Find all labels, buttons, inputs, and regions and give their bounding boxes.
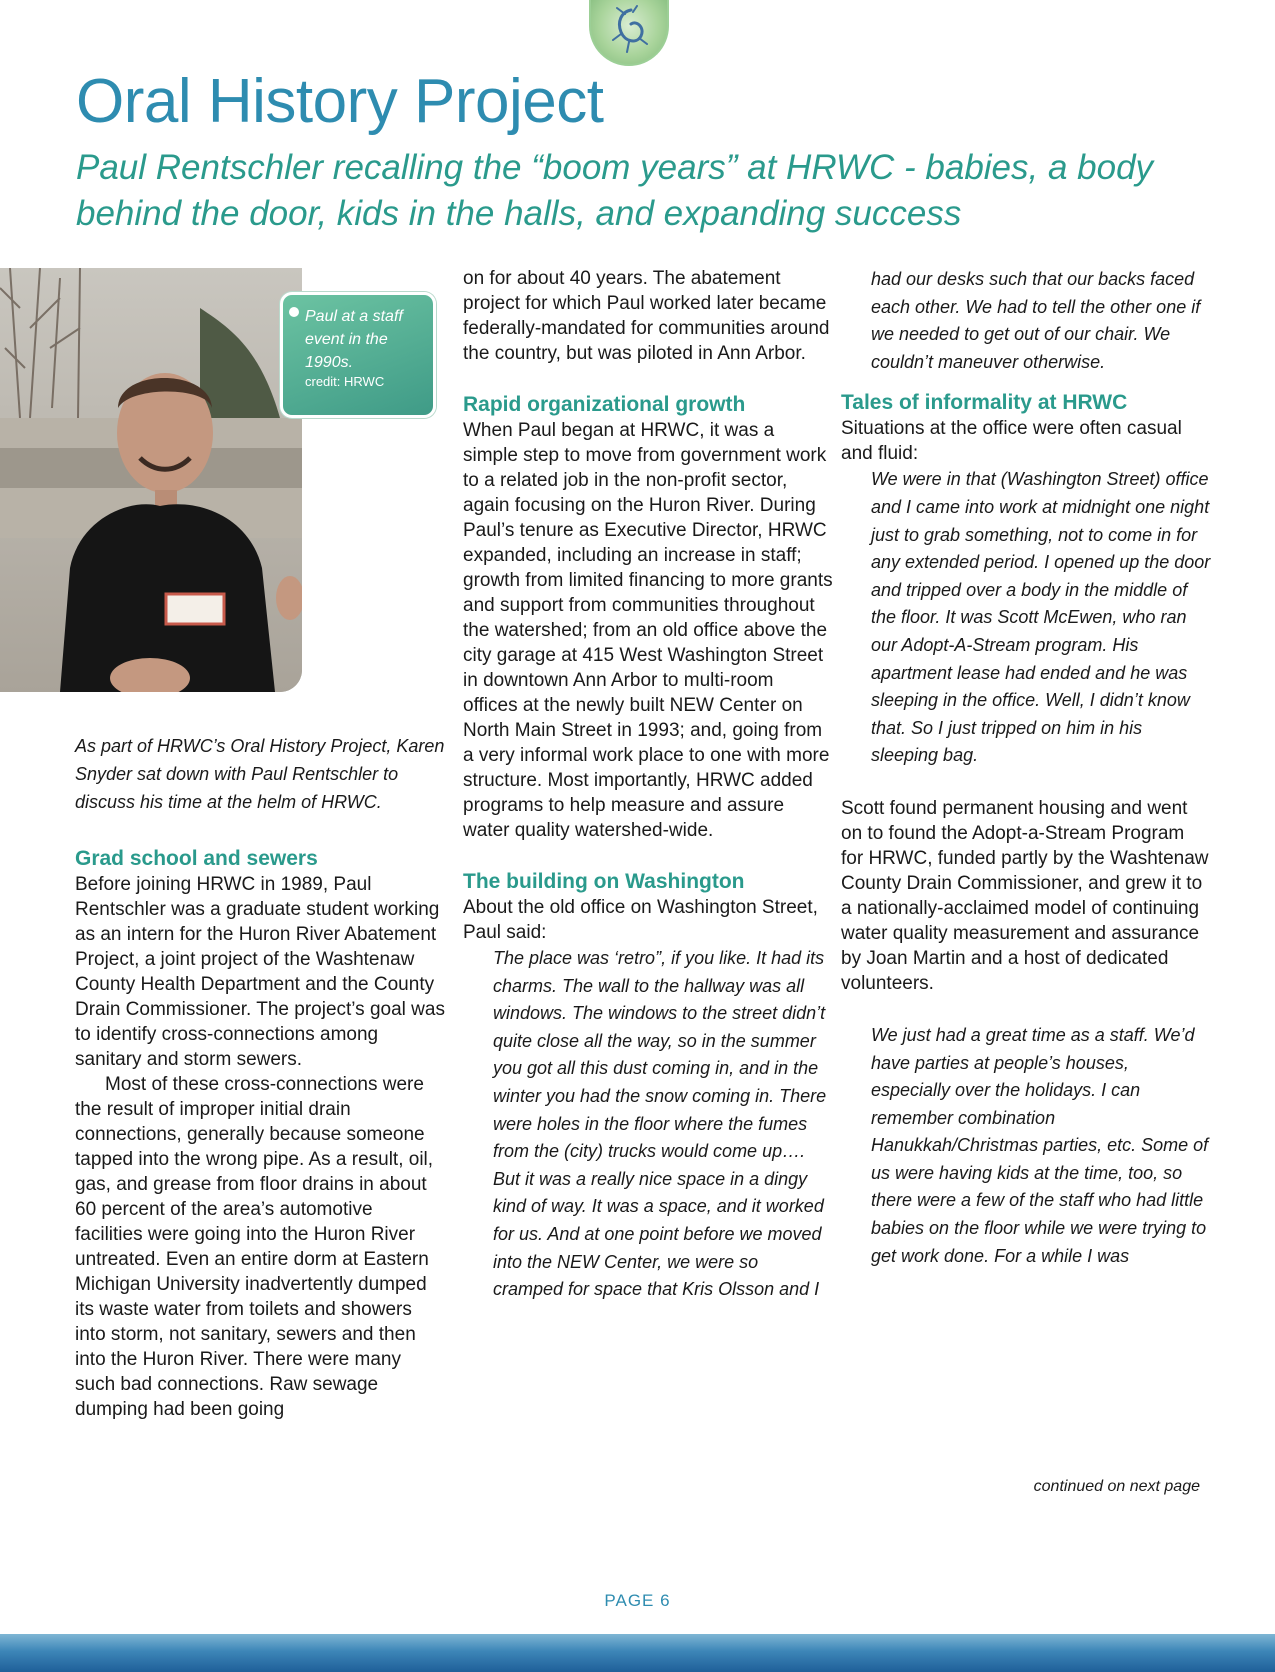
body-paragraph: Situations at the office were often casual and fluid: xyxy=(841,418,1182,465)
name-tag xyxy=(166,594,224,624)
river-creature-icon xyxy=(603,4,659,62)
section-heading-washington-building: The building on Washington xyxy=(463,870,745,893)
body-paragraph: Most of these cross-connections were the result of improper initial drain connections, generally because someone tapped into the wrong pipe. As a result, oil, gas, and grease from floor drains in about 60 percent of the area’s automotive facilities were going into the Huron River untreated. Even an entire dorm at Eastern Michigan University inadvertently dumped its waste water from toilets and showers into storm, not sanitary, sewers and then into the Huron River. There were many such bad connections. Raw sewage dumping had been going xyxy=(75,1074,434,1420)
page-subtitle: Paul Rentschler recalling the “boom years” at HRWC - babies, a body behind the door, kids in the halls, and expanding success xyxy=(76,148,1154,233)
quote-paragraph: We just had a great time as a staff. We’d have parties at people’s houses, especially over the holidays. I can remember combination Hanukkah/Christmas parties, etc. Some of us were having kids at the time, too, so there were a few of the staff who had little babies on the floor while we were trying to get work done. For a while I was xyxy=(871,1024,1209,1266)
photo-caption-text: Paul at a staff event in the 1990s. xyxy=(305,308,403,371)
quote-paragraph: We were in that (Washington Street) office and I came into work at midnight one night just to grab something, not to come in for any extended period. I opened up the door and tripped over a body in the middle of the floor. It was Scott McEwen, who ran our Adopt-A-Stream program. His apartment lease had ended and he was sleeping in the office. Well, I didn’t know that. So I just tripped on him in his sleeping bag. xyxy=(871,469,1211,766)
middle-column xyxy=(463,266,833,1304)
body-paragraph: Scott found permanent housing and went on to found the Adopt-a-Stream Program for HRWC, funded partly by the Washtenaw County Drain Commissioner, and grew it to a nationally-acclaimed model of continuing water quality measurement and assurance by Joan Martin and a host of dedicated volunteers. xyxy=(841,797,1209,994)
section-heading-informality: Tales of informality at HRWC xyxy=(841,391,1128,415)
staff-event-photo xyxy=(0,268,302,692)
quote-paragraph: had our desks such that our backs faced each other. We had to tell the other one if we needed to get out of our chair. We couldn’t maneuver otherwise. xyxy=(871,269,1201,372)
caption-bullet-icon xyxy=(289,307,299,317)
photo-illustration xyxy=(0,268,302,692)
section-heading-rapid-growth: Rapid organizational growth xyxy=(463,393,746,416)
section-heading-grad-school: Grad school and sewers xyxy=(75,847,318,870)
page-number: PAGE 6 xyxy=(604,1591,671,1610)
quote-paragraph: The place was ‘retro”, if you like. It had its charms. The wall to the hallway was all windows. The windows to the street didn’t quite close all the way, so in the summer you got all this dust coming in, and in the winter you had the snow coming in. There were holes in the floor where the fumes from the (city) trucks would come up…. But it was a really nice space in a dingy kind of way. It was a space, and it worked for us. And at one point before we moved into the NEW Center, we were so cramped for space that Kris Olsson and I xyxy=(493,948,827,1300)
right-column xyxy=(841,266,1211,1270)
body-paragraph: Before joining HRWC in 1989, Paul Rentschler was a graduate student working as an intern for the Huron River Abatement Project, a joint project of the Washtenaw County Health Department and the County Drain Commissioner. The project’s goal was to identify cross-connections among sanitary and storm sewers. xyxy=(75,874,445,1070)
body-paragraph: About the old office on Washington Street, Paul said: xyxy=(463,897,818,943)
page-title: Oral History Project xyxy=(76,67,604,136)
photo-caption xyxy=(280,292,436,418)
left-column xyxy=(75,732,445,1422)
intro-paragraph: As part of HRWC’s Oral History Project, Karen Snyder sat down with Paul Rentschler to discuss his time at the helm of HRWC. xyxy=(75,736,445,812)
body-paragraph: When Paul began at HRWC, it was a simple step to move from government work to a related job in the non-profit sector, again focusing on the Huron River. During Paul’s tenure as Executive Director, HRWC expanded, including an increase in staff; growth from limited financing to more grants and support from communities throughout the watershed; from an old office above the city garage at 415 West Washington Street in downtown Ann Arbor to multi-room offices at the newly built NEW Center on North Main Street in 1993; and, going from a very informal work place to one with more structure. Most importantly, HRWC added programs to help measure and assure water quality watershed-wide. xyxy=(463,420,833,841)
photo-credit: credit: HRWC xyxy=(305,374,385,389)
water-footer-band xyxy=(0,1634,1275,1672)
continued-note: continued on next page xyxy=(1033,1478,1200,1495)
hrwc-logo xyxy=(589,0,669,66)
body-paragraph: on for about 40 years. The abatement project for which Paul worked later became federally-mandated for communities around the country, but was piloted in Ann Arbor. xyxy=(463,268,830,364)
